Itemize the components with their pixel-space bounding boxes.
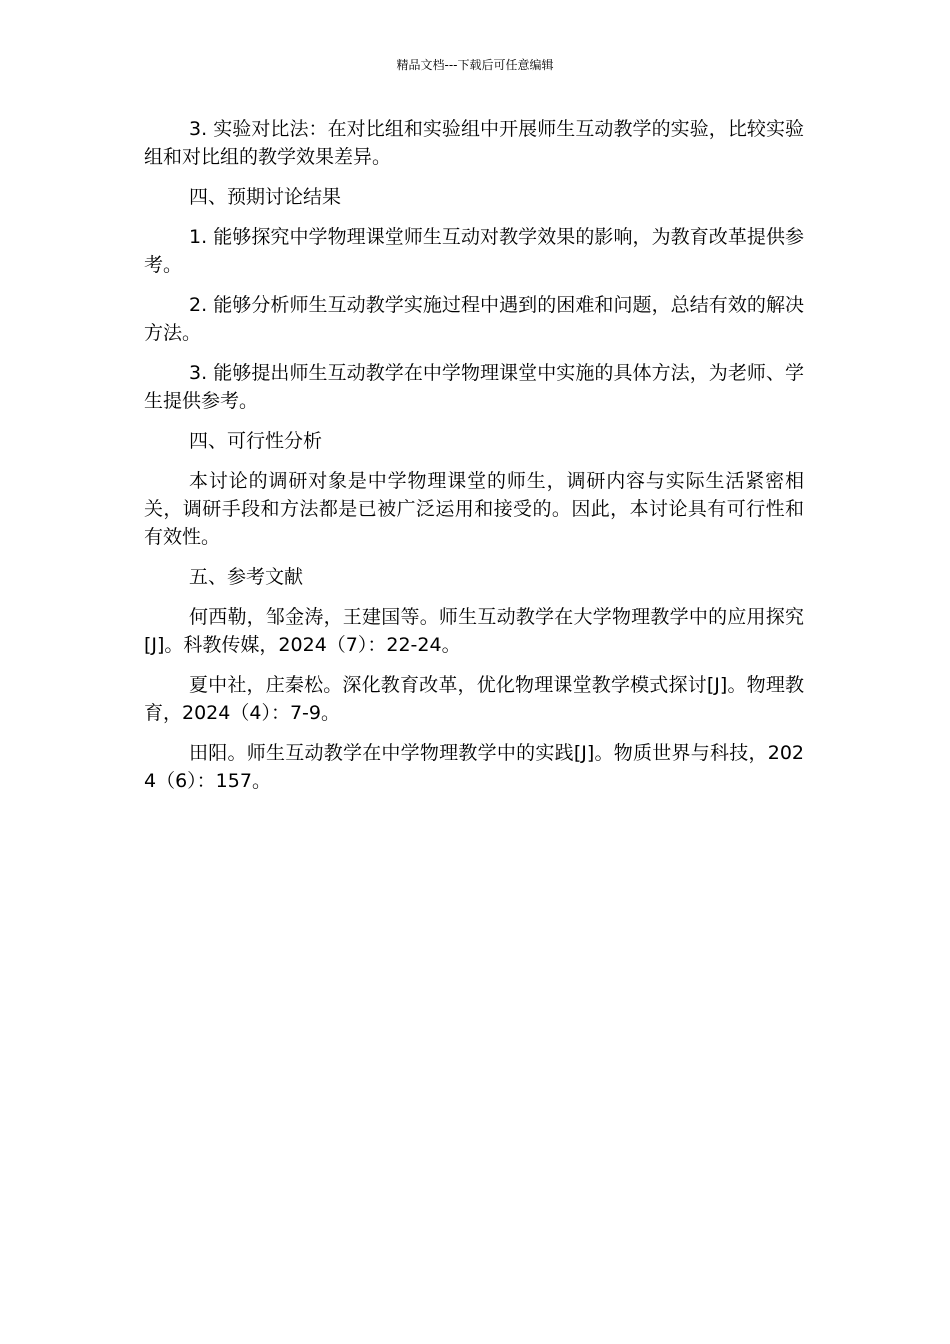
section-heading-expected-results: 四、预期讨论结果 [189,186,342,208]
reference-item-3: 田阳。师生互动教学在中学物理教学中的实践[J]。物质世界与科技，2024（6）：157。 [144,742,804,792]
section-heading-feasibility: 四、可行性分析 [189,430,323,452]
feasibility-paragraph: 本讨论的调研对象是中学物理课堂的师生，调研内容与实际生活紧密相关，调研手段和方法都是已被广泛运用和接受的。因此，本讨论具有可行性和有效性。 [144,470,804,548]
section-heading-references: 五、参考文献 [189,566,304,588]
result-item-1: 1. 能够探究中学物理课堂师生互动对教学效果的影响，为教育改革提供参考。 [144,226,804,276]
result-item-2: 2. 能够分析师生互动教学实施过程中遇到的困难和问题，总结有效的解决方法。 [144,294,804,344]
reference-item-2: 夏中社，庄秦松。深化教育改革，优化物理课堂教学模式探讨[J]。物理教育，2024（4）：7-9。 [144,674,804,724]
method-item-3: 3. 实验对比法：在对比组和实验组中开展师生互动教学的实验，比较实验组和对比组的教学效果差异。 [144,118,804,168]
reference-item-1: 何西勒，邹金涛，王建国等。师生互动教学在大学物理教学中的应用探究[J]。科教传媒，2024（7）：22-24。 [144,606,804,656]
page-header: 精品文档---下载后可任意编辑 [396,58,554,72]
result-item-3: 3. 能够提出师生互动教学在中学物理课堂中实施的具体方法，为老师、学生提供参考。 [144,362,804,412]
document-body [144,115,804,807]
